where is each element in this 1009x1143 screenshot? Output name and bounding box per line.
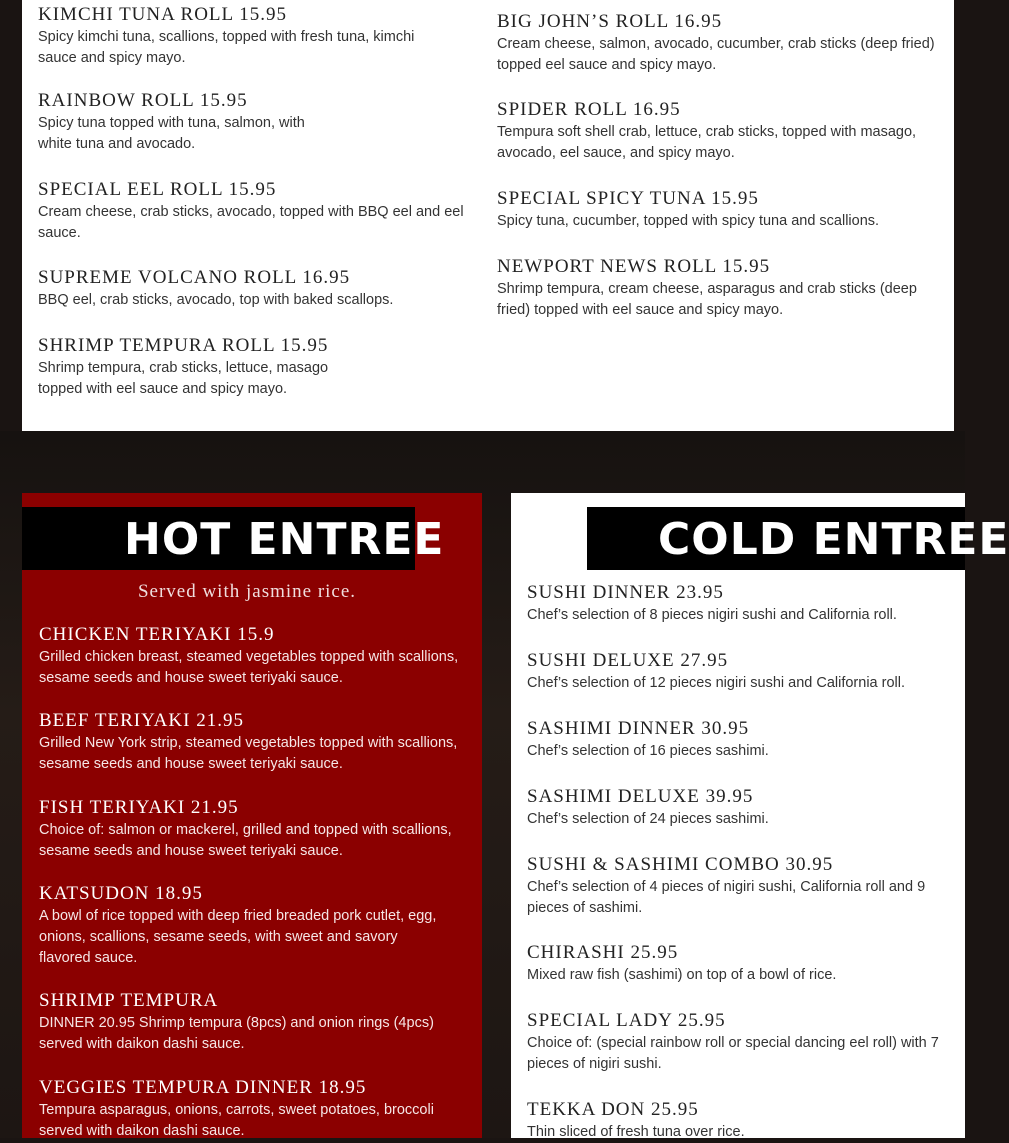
menu-item bbox=[38, 4, 478, 69]
menu-item bbox=[527, 1099, 951, 1143]
item-description: DINNER 20.95 Shrimp tempura (8pcs) and onion rings (4pcs) served with daikon dashi sauce. bbox=[39, 1015, 434, 1052]
item-description: Cream cheese, salmon, avocado, cucumber, crab sticks (deep fried) topped eel sauce and spicy mayo. bbox=[497, 36, 935, 73]
menu-item bbox=[39, 624, 470, 689]
menu-item bbox=[39, 710, 470, 775]
item-description: Grilled New York strip, steamed vegetables topped with scallions, sesame seeds and house sweet teriyaki sauce. bbox=[39, 735, 458, 772]
menu-item bbox=[38, 179, 478, 244]
item-description: Shrimp tempura, crab sticks, lettuce, masago topped with eel sauce and spicy mayo. bbox=[38, 360, 329, 397]
item-description: Chef’s selection of 12 pieces nigiri sushi and California roll. bbox=[527, 675, 905, 691]
hot-entree-title: HOT ENTREE bbox=[124, 514, 445, 565]
item-name: SPECIAL EEL ROLL 15.95 bbox=[38, 179, 277, 200]
item-description: Mixed raw fish (sashimi) on top of a bowl of rice. bbox=[527, 967, 837, 983]
menu-item bbox=[497, 99, 952, 164]
item-name: SASHIMI DINNER 30.95 bbox=[527, 718, 750, 739]
menu-item bbox=[38, 90, 478, 155]
item-name: NEWPORT NEWS ROLL 15.95 bbox=[497, 256, 771, 277]
item-description: Choice of: (special rainbow roll or special dancing eel roll) with 7 pieces of nigiri sushi. bbox=[527, 1035, 939, 1072]
item-name: VEGGIES TEMPURA DINNER 18.95 bbox=[39, 1077, 367, 1098]
item-description: A bowl of rice topped with deep fried breaded pork cutlet, egg, onions, scallions, sesame seeds, with sweet and savory flavored sauce. bbox=[39, 908, 437, 966]
item-name: BIG JOHN’S ROLL 16.95 bbox=[497, 11, 723, 32]
item-name: SUSHI DELUXE 27.95 bbox=[527, 650, 729, 671]
menu-item bbox=[38, 267, 478, 311]
item-name: RAINBOW ROLL 15.95 bbox=[38, 90, 248, 111]
item-description: Chef’s selection of 16 pieces sashimi. bbox=[527, 743, 769, 759]
menu-item bbox=[527, 854, 951, 919]
item-description: Tempura soft shell crab, lettuce, crab sticks, topped with masago, avocado, eel sauce, and spicy mayo. bbox=[497, 124, 917, 161]
item-description: Chef’s selection of 24 pieces sashimi. bbox=[527, 811, 769, 827]
menu-item bbox=[39, 883, 470, 969]
menu-item bbox=[497, 256, 952, 321]
item-description: Spicy tuna, cucumber, topped with spicy tuna and scallions. bbox=[497, 213, 880, 229]
item-name: KATSUDON 18.95 bbox=[39, 883, 203, 904]
menu-item bbox=[527, 942, 951, 986]
item-name: SUSHI DINNER 23.95 bbox=[527, 582, 724, 603]
rolls-panel bbox=[22, 0, 954, 431]
menu-item bbox=[497, 11, 952, 76]
item-name: BEEF TERIYAKI 21.95 bbox=[39, 710, 244, 731]
item-description: Chef’s selection of 4 pieces of nigiri sushi, California roll and 9 pieces of sashimi. bbox=[527, 879, 926, 916]
hot-entree-note: Served with jasmine rice. bbox=[137, 581, 357, 602]
item-description: Grilled chicken breast, steamed vegetables topped with scallions, sesame seeds and house sweet teriyaki sauce. bbox=[39, 649, 459, 686]
menu-item bbox=[39, 990, 470, 1055]
item-description: Choice of: salmon or mackerel, grilled and topped with scallions, sesame seeds and house sweet teriyaki sauce. bbox=[39, 822, 452, 859]
item-description: BBQ eel, crab sticks, avocado, top with baked scallops. bbox=[38, 292, 394, 308]
item-name: SHRIMP TEMPURA ROLL 15.95 bbox=[38, 335, 329, 356]
menu-item bbox=[497, 188, 952, 232]
item-description: Shrimp tempura, cream cheese, asparagus and crab sticks (deep fried) topped with eel sauce and spicy mayo. bbox=[497, 281, 917, 318]
hot-entree-header bbox=[22, 507, 445, 570]
cold-entree-header bbox=[587, 507, 1009, 570]
menu-item bbox=[527, 582, 951, 626]
item-name: FISH TERIYAKI 21.95 bbox=[39, 797, 239, 818]
hot-entree-panel bbox=[22, 493, 482, 1138]
item-name: CHIRASHI 25.95 bbox=[527, 942, 679, 963]
item-description: Spicy tuna topped with tuna, salmon, with white tuna and avocado. bbox=[38, 115, 305, 152]
menu-item bbox=[527, 786, 951, 830]
item-description: Tempura asparagus, onions, carrots, sweet potatoes, broccoli served with daikon dashi sauce. bbox=[39, 1102, 434, 1139]
item-name: SUPREME VOLCANO ROLL 16.95 bbox=[38, 267, 351, 288]
menu-item bbox=[527, 1010, 951, 1075]
menu-item bbox=[527, 718, 951, 762]
item-description: Spicy kimchi tuna, scallions, topped with fresh tuna, kimchi sauce and spicy mayo. bbox=[38, 29, 415, 66]
cold-entree-panel bbox=[511, 493, 1009, 1140]
item-name: SUSHI & SASHIMI COMBO 30.95 bbox=[527, 854, 834, 875]
item-name: KIMCHI TUNA ROLL 15.95 bbox=[38, 4, 287, 25]
cold-entree-title: COLD ENTREE bbox=[658, 514, 1009, 565]
item-name: SASHIMI DELUXE 39.95 bbox=[527, 786, 754, 807]
item-description: Thin sliced of fresh tuna over rice. bbox=[527, 1124, 745, 1140]
item-name: SHRIMP TEMPURA bbox=[39, 990, 219, 1011]
item-name: SPECIAL SPICY TUNA 15.95 bbox=[497, 188, 759, 209]
item-name: TEKKA DON 25.95 bbox=[527, 1099, 699, 1120]
menu-item bbox=[527, 650, 951, 694]
menu-item bbox=[39, 1077, 470, 1142]
item-name: CHICKEN TERIYAKI 15.9 bbox=[39, 624, 275, 645]
item-description: Chef’s selection of 8 pieces nigiri sushi and California roll. bbox=[527, 607, 897, 623]
item-name: SPIDER ROLL 16.95 bbox=[497, 99, 681, 120]
menu-item bbox=[39, 797, 470, 862]
item-description: Cream cheese, crab sticks, avocado, topped with BBQ eel and eel sauce. bbox=[38, 204, 464, 241]
item-name: SPECIAL LADY 25.95 bbox=[527, 1010, 726, 1031]
menu-item bbox=[38, 335, 478, 400]
